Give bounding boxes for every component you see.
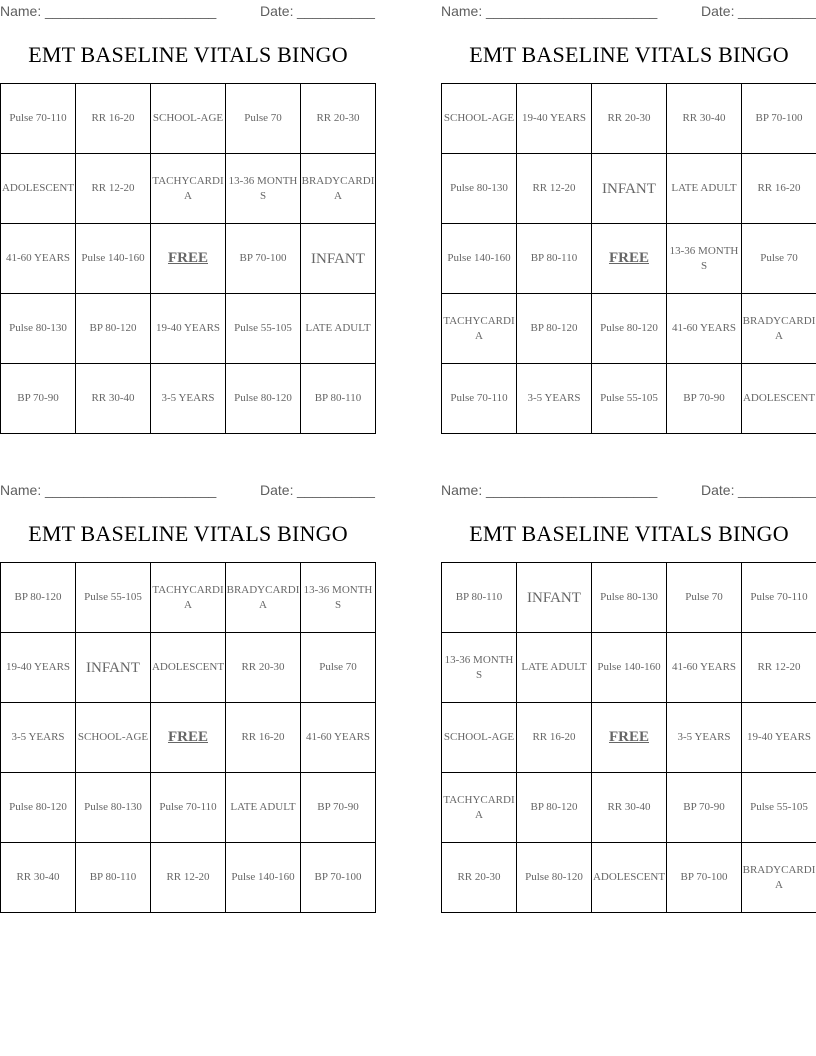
date-label: Date:: [260, 3, 294, 19]
bingo-cell[interactable]: 13-36 MONTHS: [226, 154, 301, 224]
grid-row: [442, 633, 816, 703]
name-date-line: [441, 482, 816, 500]
bingo-cell[interactable]: TACHYCARDIA: [442, 773, 517, 843]
grid-row: [442, 294, 816, 364]
bingo-cell[interactable]: RR 16-20: [226, 703, 301, 773]
bingo-grid: [441, 562, 816, 913]
bingo-cell[interactable]: Pulse 80-120: [1, 773, 76, 843]
name-label: Name:: [441, 482, 483, 498]
bingo-cell[interactable]: INFANT: [301, 224, 376, 294]
bingo-cell[interactable]: BP 70-90: [301, 773, 376, 843]
bingo-cell[interactable]: Pulse 140-160: [592, 633, 667, 703]
bingo-cell[interactable]: LATE ADULT: [226, 773, 301, 843]
bingo-cell[interactable]: RR 16-20: [517, 703, 592, 773]
bingo-cell[interactable]: 41-60 YEARS: [667, 633, 742, 703]
bingo-cell[interactable]: 41-60 YEARS: [1, 224, 76, 294]
bingo-cell[interactable]: Pulse 55-105: [742, 773, 816, 843]
bingo-cell[interactable]: SCHOOL-AGE: [76, 703, 151, 773]
bingo-cell[interactable]: TACHYCARDIA: [151, 154, 226, 224]
bingo-cell[interactable]: RR 30-40: [592, 773, 667, 843]
bingo-cell[interactable]: Pulse 80-130: [76, 773, 151, 843]
bingo-cell[interactable]: BP 80-120: [517, 294, 592, 364]
bingo-cell[interactable]: RR 20-30: [442, 843, 517, 913]
bingo-cell[interactable]: BP 80-110: [76, 843, 151, 913]
grid-row: [1, 633, 376, 703]
bingo-cell[interactable]: 3-5 YEARS: [517, 364, 592, 434]
bingo-cell[interactable]: Pulse 70: [667, 563, 742, 633]
bingo-cell[interactable]: BP 70-100: [667, 843, 742, 913]
bingo-cell[interactable]: BP 80-120: [76, 294, 151, 364]
free-space-cell[interactable]: FREE: [592, 703, 667, 773]
bingo-cell[interactable]: BP 70-90: [667, 773, 742, 843]
bingo-cell[interactable]: RR 30-40: [76, 364, 151, 434]
name-field[interactable]: ______________________: [45, 482, 217, 498]
free-space-cell[interactable]: FREE: [151, 224, 226, 294]
grid-row: [442, 154, 816, 224]
bingo-cell[interactable]: BP 80-120: [1, 563, 76, 633]
bingo-cell[interactable]: TACHYCARDIA: [442, 294, 517, 364]
name-date-line: [441, 3, 816, 21]
bingo-cell[interactable]: 19-40 YEARS: [742, 703, 816, 773]
bingo-cell[interactable]: 3-5 YEARS: [1, 703, 76, 773]
bingo-cell[interactable]: INFANT: [517, 563, 592, 633]
grid-row: [442, 224, 816, 294]
bingo-cell[interactable]: Pulse 70: [301, 633, 376, 703]
grid-row: [1, 224, 376, 294]
name-label: Name:: [0, 482, 42, 498]
name-label: Name:: [0, 3, 42, 19]
bingo-cell[interactable]: ADOLESCENT: [1, 154, 76, 224]
date-label: Date:: [260, 482, 294, 498]
bingo-cell[interactable]: Pulse 140-160: [442, 224, 517, 294]
bingo-cell[interactable]: 19-40 YEARS: [1, 633, 76, 703]
bingo-cell[interactable]: SCHOOL-AGE: [442, 84, 517, 154]
bingo-cell[interactable]: INFANT: [592, 154, 667, 224]
bingo-cell[interactable]: ADOLESCENT: [151, 633, 226, 703]
bingo-grid: [0, 83, 376, 434]
grid-row: [1, 154, 376, 224]
bingo-cell[interactable]: BP 70-100: [301, 843, 376, 913]
name-field[interactable]: ______________________: [486, 3, 658, 19]
bingo-grid: [441, 83, 816, 434]
bingo-cell[interactable]: RR 30-40: [1, 843, 76, 913]
bingo-cell[interactable]: Pulse 70-110: [1, 84, 76, 154]
bingo-cell[interactable]: Pulse 80-130: [442, 154, 517, 224]
grid-row: [1, 773, 376, 843]
bingo-cell[interactable]: 3-5 YEARS: [151, 364, 226, 434]
free-space-cell[interactable]: FREE: [592, 224, 667, 294]
bingo-cell[interactable]: BP 80-110: [301, 364, 376, 434]
bingo-cell[interactable]: SCHOOL-AGE: [442, 703, 517, 773]
bingo-cell[interactable]: BP 80-120: [517, 773, 592, 843]
bingo-cell[interactable]: 13-36 MONTHS: [442, 633, 517, 703]
bingo-cell[interactable]: Pulse 55-105: [76, 563, 151, 633]
bingo-cell[interactable]: 19-40 YEARS: [517, 84, 592, 154]
bingo-cell[interactable]: Pulse 80-120: [517, 843, 592, 913]
name-date-line: [0, 3, 376, 21]
bingo-cell[interactable]: BP 70-90: [667, 364, 742, 434]
grid-row: [1, 84, 376, 154]
bingo-cell[interactable]: Pulse 140-160: [226, 843, 301, 913]
bingo-cell[interactable]: RR 12-20: [151, 843, 226, 913]
bingo-cell[interactable]: BRADYCARDIA: [301, 154, 376, 224]
card-title: EMT BASELINE VITALS BINGO: [469, 42, 789, 67]
bingo-grid: [0, 562, 376, 913]
date-label: Date:: [701, 3, 735, 19]
bingo-cell[interactable]: BRADYCARDIA: [742, 843, 816, 913]
bingo-cell[interactable]: RR 20-30: [301, 84, 376, 154]
bingo-cell[interactable]: BP 70-90: [1, 364, 76, 434]
bingo-cell[interactable]: RR 20-30: [226, 633, 301, 703]
bingo-cell[interactable]: BP 80-110: [517, 224, 592, 294]
grid-row: [442, 843, 816, 913]
grid-row: [442, 364, 816, 434]
name-field[interactable]: ______________________: [486, 482, 658, 498]
name-label: Name:: [441, 3, 483, 19]
date-label: Date:: [701, 482, 735, 498]
bingo-cell[interactable]: BRADYCARDIA: [226, 563, 301, 633]
grid-row: [442, 703, 816, 773]
grid-row: [442, 773, 816, 843]
bingo-cell[interactable]: Pulse 80-130: [592, 563, 667, 633]
date-field[interactable]: __________: [297, 3, 375, 19]
bingo-cell[interactable]: RR 12-20: [76, 154, 151, 224]
bingo-cell[interactable]: Pulse 55-105: [592, 364, 667, 434]
date-field[interactable]: __________: [738, 3, 816, 19]
grid-row: [442, 563, 816, 633]
bingo-cell[interactable]: LATE ADULT: [301, 294, 376, 364]
bingo-cell[interactable]: LATE ADULT: [667, 154, 742, 224]
bingo-cell[interactable]: Pulse 70: [742, 224, 816, 294]
grid-row: [1, 294, 376, 364]
bingo-cell[interactable]: BP 70-100: [742, 84, 816, 154]
card-title: EMT BASELINE VITALS BINGO: [469, 521, 789, 546]
bingo-cell[interactable]: BP 70-100: [226, 224, 301, 294]
bingo-cell[interactable]: 13-36 MONTHS: [301, 563, 376, 633]
date-field[interactable]: __________: [297, 482, 375, 498]
bingo-cell[interactable]: RR 30-40: [667, 84, 742, 154]
grid-row: [1, 364, 376, 434]
bingo-cell[interactable]: SCHOOL-AGE: [151, 84, 226, 154]
bingo-cell[interactable]: BP 80-110: [442, 563, 517, 633]
card-title: EMT BASELINE VITALS BINGO: [28, 521, 348, 546]
bingo-cell[interactable]: 13-36 MONTHS: [667, 224, 742, 294]
bingo-cell[interactable]: Pulse 55-105: [226, 294, 301, 364]
bingo-cell[interactable]: 19-40 YEARS: [151, 294, 226, 364]
bingo-cell[interactable]: Pulse 80-120: [592, 294, 667, 364]
bingo-cell[interactable]: ADOLESCENT: [742, 364, 816, 434]
bingo-cell[interactable]: Pulse 70: [226, 84, 301, 154]
bingo-cell[interactable]: RR 20-30: [592, 84, 667, 154]
bingo-cell[interactable]: Pulse 80-130: [1, 294, 76, 364]
card-title: EMT BASELINE VITALS BINGO: [28, 42, 348, 67]
bingo-cell[interactable]: 41-60 YEARS: [667, 294, 742, 364]
bingo-cell[interactable]: RR 12-20: [517, 154, 592, 224]
grid-row: [1, 703, 376, 773]
bingo-cell[interactable]: RR 16-20: [76, 84, 151, 154]
name-field[interactable]: ______________________: [45, 3, 217, 19]
bingo-cell[interactable]: RR 12-20: [742, 633, 816, 703]
bingo-cell[interactable]: 41-60 YEARS: [301, 703, 376, 773]
bingo-cell[interactable]: Pulse 70-110: [442, 364, 517, 434]
grid-row: [442, 84, 816, 154]
bingo-cell[interactable]: Pulse 80-120: [226, 364, 301, 434]
bingo-cell[interactable]: Pulse 70-110: [742, 563, 816, 633]
bingo-cell[interactable]: RR 16-20: [742, 154, 816, 224]
date-field[interactable]: __________: [738, 482, 816, 498]
bingo-cell[interactable]: TACHYCARDIA: [151, 563, 226, 633]
bingo-cell[interactable]: ADOLESCENT: [592, 843, 667, 913]
bingo-cell[interactable]: LATE ADULT: [517, 633, 592, 703]
bingo-cell[interactable]: Pulse 70-110: [151, 773, 226, 843]
bingo-cell[interactable]: 3-5 YEARS: [667, 703, 742, 773]
bingo-cell[interactable]: INFANT: [76, 633, 151, 703]
free-space-cell[interactable]: FREE: [151, 703, 226, 773]
name-date-line: [0, 482, 376, 500]
bingo-cell[interactable]: Pulse 140-160: [76, 224, 151, 294]
grid-row: [1, 563, 376, 633]
grid-row: [1, 843, 376, 913]
bingo-cell[interactable]: BRADYCARDIA: [742, 294, 816, 364]
